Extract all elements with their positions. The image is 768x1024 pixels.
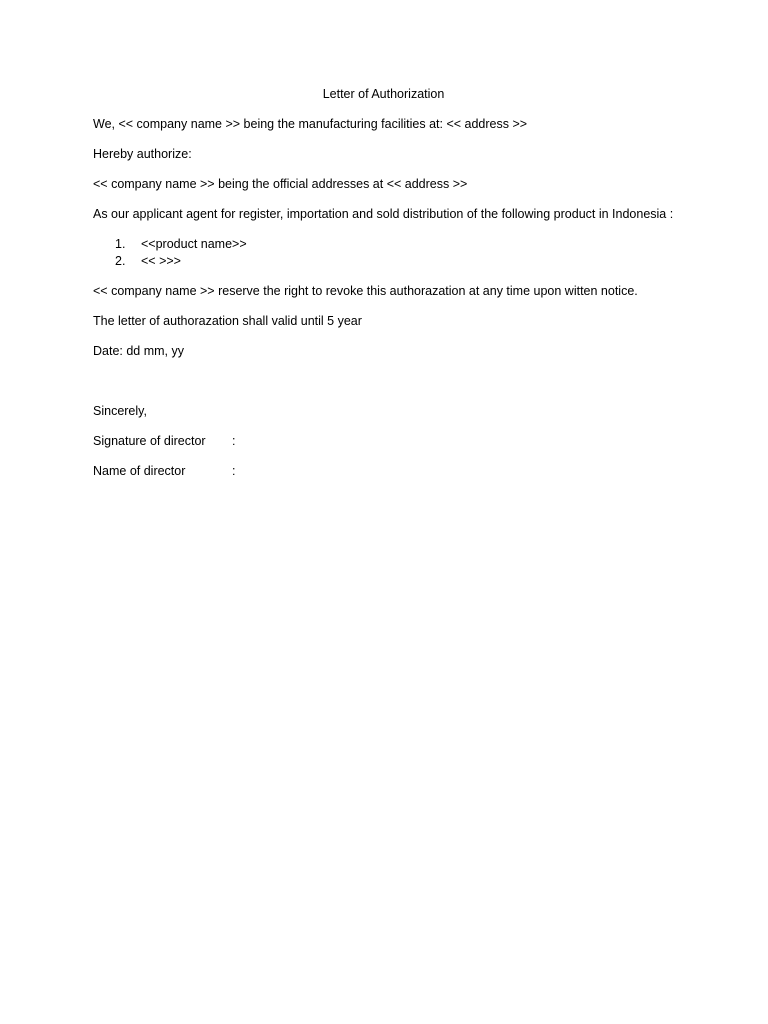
signature-label: Signature of director (93, 434, 206, 448)
name-field (93, 463, 674, 480)
intro-paragraph: We, << company name >> being the manufacturing facilities at: << address >> (93, 117, 528, 131)
signature-separator: : (232, 434, 236, 448)
agent-paragraph: << company name >> being the official addresses at << address >> (93, 177, 468, 191)
date-line: Date: dd mm, yy (93, 344, 184, 358)
list-item-text: <<product name>> (141, 237, 247, 251)
spacer (93, 373, 674, 403)
list-item (93, 253, 674, 270)
hereby-paragraph: Hereby authorize: (93, 147, 192, 161)
purpose-paragraph: As our applicant agent for register, importation and sold distribution of the following product in Indonesia : (93, 207, 674, 221)
list-item-text: << >>> (141, 254, 181, 268)
name-separator: : (232, 464, 236, 478)
letter-title: Letter of Authorization (322, 87, 445, 101)
list-item-number: 1. (115, 237, 126, 251)
list-item-number: 2. (115, 254, 126, 268)
list-item (93, 236, 674, 253)
reserve-paragraph: << company name >> reserve the right to revoke this authorazation at any time upon witten notice. (93, 284, 638, 298)
closing-line: Sincerely, (93, 404, 147, 418)
validity-paragraph: The letter of authorazation shall valid until 5 year (93, 314, 362, 328)
product-list (93, 236, 674, 270)
name-label: Name of director (93, 464, 186, 478)
signature-field (93, 433, 674, 450)
